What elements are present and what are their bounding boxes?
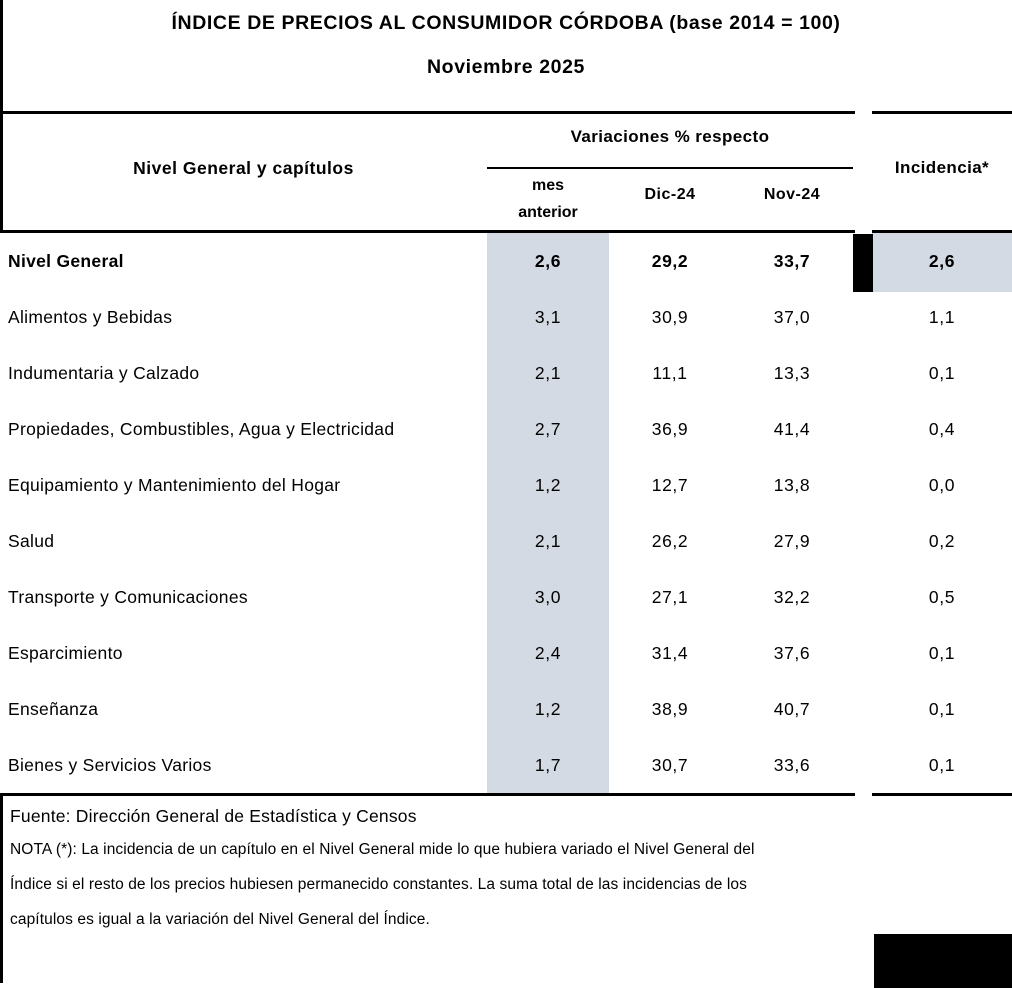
cell-mes-anterior: 2,1	[534, 362, 562, 383]
table-row	[0, 289, 1012, 345]
note-line-1: NOTA (*): La incidencia de un capítulo en el Nivel General mide lo que hubiera variado el Nivel General del	[10, 841, 755, 858]
cell-dic24: 36,9	[651, 418, 689, 439]
cell-incidencia: 0,1	[928, 362, 956, 383]
row-label: Bienes y Servicios Varios	[8, 754, 212, 775]
table-row	[0, 569, 1012, 625]
row-label: Salud	[8, 530, 55, 551]
cell-dic24: 11,1	[652, 362, 688, 383]
cell-incidencia: 0,1	[928, 642, 956, 663]
table-row	[0, 345, 1012, 401]
column-header-incidencia: Incidencia*	[894, 158, 990, 177]
table-bottom-rule-left	[0, 793, 855, 796]
cell-nov24: 41,4	[773, 418, 811, 439]
bottom-right-black-block	[874, 934, 1012, 988]
column-header-mes-anterior-line1: mes	[531, 177, 565, 194]
footer-block	[10, 800, 1000, 937]
row-label: Indumentaria y Calzado	[8, 362, 200, 383]
cell-incidencia: 0,5	[928, 586, 956, 607]
column-header-dic24: Dic-24	[644, 186, 696, 203]
table-bottom-rule-right	[872, 793, 1012, 796]
page-title: ÍNDICE DE PRECIOS AL CONSUMIDOR CÓRDOBA (base 2014 = 100)	[171, 12, 841, 34]
cell-nov24: 13,8	[773, 474, 811, 495]
cell-mes-anterior: 2,1	[534, 530, 562, 551]
row-label: Transporte y Comunicaciones	[8, 586, 248, 607]
cell-incidencia: 0,0	[928, 474, 956, 495]
cell-nov24: 37,6	[773, 642, 811, 663]
cell-nov24: 40,7	[773, 698, 811, 719]
cell-mes-anterior: 2,4	[534, 642, 562, 663]
column-header-mes-anterior	[487, 172, 609, 226]
row-label: Propiedades, Combustibles, Agua y Electricidad	[8, 418, 395, 439]
source-text: Fuente: Dirección General de Estadística y Censos	[10, 806, 417, 826]
table-row	[0, 737, 1012, 793]
note-line-3: capítulos es igual a la variación del Nivel General del Índice.	[10, 911, 430, 928]
cell-dic24: 30,9	[651, 306, 689, 327]
cell-dic24: 31,4	[651, 642, 689, 663]
cell-incidencia: 0,1	[928, 754, 956, 775]
table-row	[0, 681, 1012, 737]
title-block	[0, 8, 1012, 82]
cell-mes-anterior: 3,0	[534, 586, 562, 607]
table-row	[0, 625, 1012, 681]
row-label: Esparcimiento	[8, 642, 123, 663]
header-top-rule-left	[0, 111, 855, 114]
cell-nov24: 32,2	[773, 586, 811, 607]
cell-nov24: 33,7	[773, 250, 811, 271]
cell-nov24: 33,6	[773, 754, 811, 775]
table-left-border-footer	[0, 795, 3, 983]
row-label: Enseñanza	[8, 698, 99, 719]
header-top-rule-right	[872, 111, 1012, 114]
cell-incidencia: 0,2	[928, 530, 956, 551]
page-subtitle: Noviembre 2025	[427, 56, 585, 78]
column-group-header-variaciones: Variaciones % respecto	[570, 127, 770, 146]
cell-mes-anterior: 1,7	[534, 754, 562, 775]
cell-dic24: 26,2	[651, 530, 689, 551]
cell-nov24: 13,3	[773, 362, 811, 383]
cell-dic24: 38,9	[651, 698, 689, 719]
cell-mes-anterior: 2,7	[534, 418, 562, 439]
row-label: Alimentos y Bebidas	[8, 306, 173, 327]
row-label: Equipamiento y Mantenimiento del Hogar	[8, 474, 341, 495]
cell-dic24: 29,2	[651, 250, 689, 271]
table-row	[0, 233, 1012, 289]
cell-nov24: 37,0	[773, 306, 811, 327]
table-row	[0, 513, 1012, 569]
cell-nov24: 27,9	[773, 530, 811, 551]
cell-dic24: 30,7	[651, 754, 689, 775]
cell-dic24: 27,1	[651, 586, 689, 607]
column-header-mes-anterior-line2: anterior	[518, 204, 578, 221]
cell-mes-anterior: 1,2	[534, 474, 562, 495]
table-row	[0, 457, 1012, 513]
cell-dic24: 12,7	[651, 474, 689, 495]
table-body	[0, 233, 1012, 793]
cell-incidencia: 2,6	[928, 250, 956, 271]
note-line-2: Índice si el resto de los precios hubiesen permanecido constantes. La suma total de las incidencias de los	[10, 876, 747, 893]
cell-mes-anterior: 2,6	[534, 250, 562, 271]
column-header-categories: Nivel General y capítulos	[133, 158, 354, 178]
cell-incidencia: 0,1	[928, 698, 956, 719]
column-header-nov24: Nov-24	[763, 186, 821, 203]
variaciones-group-underline	[487, 167, 853, 169]
table-row	[0, 401, 1012, 457]
row-label: Nivel General	[8, 250, 124, 271]
cell-mes-anterior: 1,2	[534, 698, 562, 719]
cell-incidencia: 1,1	[928, 306, 956, 327]
cell-incidencia: 0,4	[928, 418, 956, 439]
cell-mes-anterior: 3,1	[534, 306, 562, 327]
